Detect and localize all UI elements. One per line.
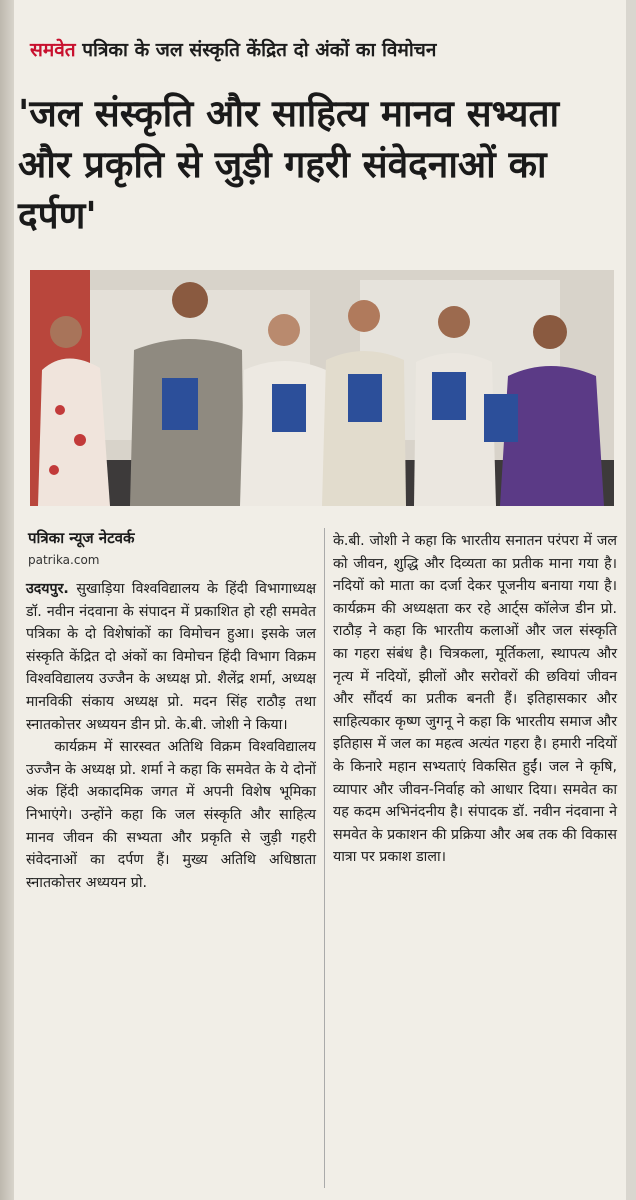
adjacent-page-edge bbox=[0, 0, 14, 1200]
article-paragraph-2: कार्यक्रम में सारस्वत अतिथि विक्रम विश्वविद्यालय उज्जैन के अध्यक्ष प्रो. शर्मा ने कहा कि समवेत के ये दोनों अंक हिंदी अकादमिक जगत में अपनी विशेष भूमिका निभाएंगे। उन्होंने कहा कि जल संस्कृति और साहित्य मानव जीवन की सभ्यता और प्रकृति से जुड़ी गहरी संवेदनाओं का दर्पण हैं। मुख्य अतिथि अधिष्ठाता स्नातकोत्तर अध्ययन प्रो. bbox=[26, 739, 316, 891]
article-paragraph-1 bbox=[26, 578, 316, 736]
article-column-right bbox=[333, 530, 617, 869]
paragraph-1-text: सुखाड़िया विश्वविद्यालय के हिंदी विभागाध्यक्ष डॉ. नवीन नंदवाना के संपादन में प्रकाशित हो रही समवेत पत्रिका के दो विशेषांकों का विमोचन हुआ। इसके जल संस्कृति केंद्रित दो अंकों का विमोचन हिंदी विभाग विक्रम विश्वविद्यालय उज्जैन के अध्यक्ष प्रो. शैलेंद्र शर्मा, अध्यक्ष मानविकी संकाय अध्यक्ष प्रो. मदन सिंह राठौड़ तथा स्नातकोत्तर अध्ययन डीन प्रो. के.बी. जोशी ने किया। bbox=[26, 581, 316, 733]
dateline-place: उदयपुर. bbox=[26, 581, 69, 597]
byline-website: patrika.com bbox=[28, 553, 100, 567]
kicker-line bbox=[30, 36, 620, 62]
kicker-text: पत्रिका के जल संस्कृति केंद्रित दो अंकों का विमोचन bbox=[82, 39, 437, 61]
group-photo-icon bbox=[30, 270, 614, 506]
kicker-brand: समवेत bbox=[30, 39, 76, 61]
byline-network: पत्रिका न्यूज नेटवर्क bbox=[28, 529, 135, 547]
article-paragraph-3: के.बी. जोशी ने कहा कि भारतीय सनातन परंपरा में जल को जीवन, शुद्धि और दिव्यता का प्रतीक माना गया है। नदियों को माता का दर्जा देकर पूजनीय बनाया गया है। कार्यक्रम की अध्यक्षता कर रहे आर्ट्स कॉलेज डीन प्रो. राठौड़ ने कहा कि भारतीय कलाओं और जल संस्कृति का गहरा संबंध है। चित्रकला, मूर्तिकला, स्थापत्य और नृत्य में नदियों, झीलों और सरोवरों की छवियां जीवन और सौंदर्य का प्रतीक बनती हैं। इतिहासकार और साहित्यकार कृष्ण जुगनू ने कहा कि भारतीय समाज और इतिहास में जल का महत्व अत्यंत गहरा है। हमारी नदियों के किनारे महान सभ्यताएं विकसित हुईं। जल ने कृषि, व्यापार और जीवन-निर्वाह को आधार दिया। समवेत का यह कदम अभिनंदनीय है। संपादक डॉ. नवीन नंदवाना ने समवेत के प्रकाशन की प्रक्रिया और अब तक की विकास यात्रा पर प्रकाश डाला। bbox=[333, 533, 617, 866]
headline: 'जल संस्कृति और साहित्य मानव सभ्यता और प्रकृति से जुड़ी गहरी संवेदनाओं का दर्पण' bbox=[18, 92, 560, 237]
column-divider bbox=[324, 528, 325, 1188]
article-column-left bbox=[26, 578, 316, 894]
